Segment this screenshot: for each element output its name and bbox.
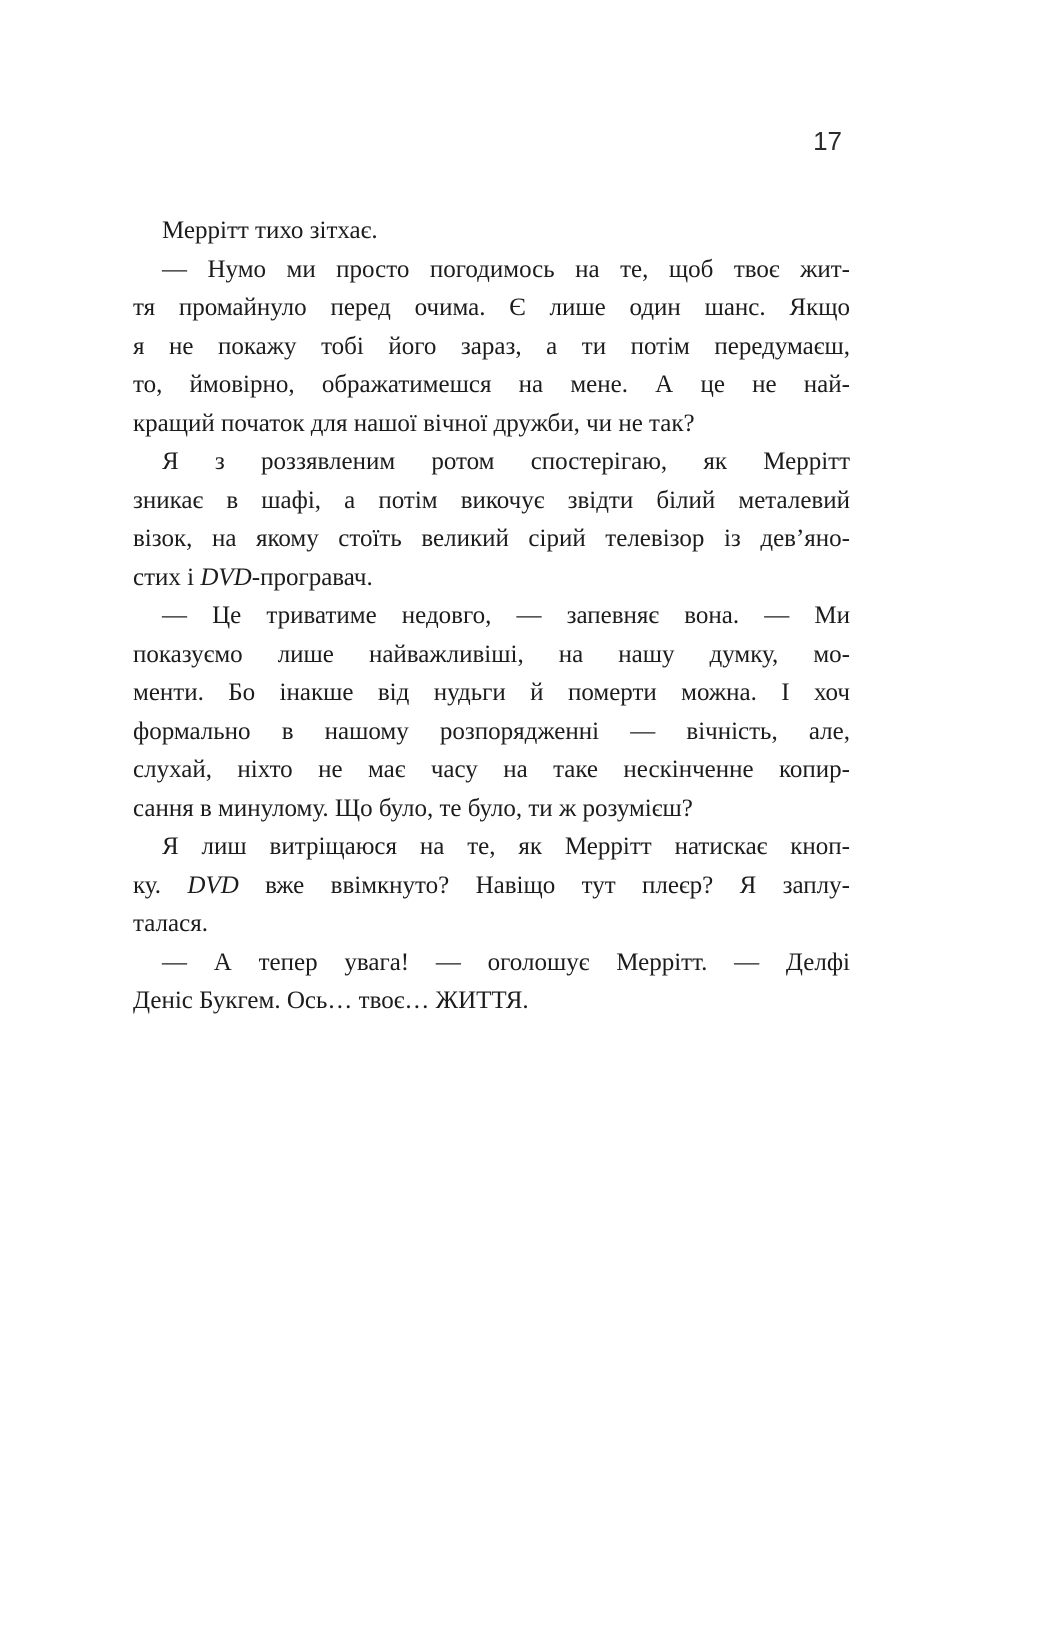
text-segment: — Нумо ми просто погодимось на те, щоб твоє жит- xyxy=(162,255,850,283)
text-segment: -програвач. xyxy=(251,563,373,591)
text-line xyxy=(133,212,850,251)
text-line xyxy=(133,328,850,367)
text-segment: то, ймовірно, ображатимешся на мене. А це не най- xyxy=(133,371,850,398)
text-segment: кращий початок для нашої вічної дружби, чи не так? xyxy=(133,409,695,437)
text-line xyxy=(133,674,850,713)
text-segment: тя промайнуло перед очима. Є лише один шанс. Якщо xyxy=(133,294,850,321)
text-line xyxy=(133,289,850,328)
text-segment: сання в минулому. Що було, те було, ти ж розумієш? xyxy=(133,794,693,822)
text-segment: слухай, ніхто не має часу на таке нескінченне копир- xyxy=(133,756,850,783)
text-segment: візок, на якому стоїть великий сірий телевізор із дев’яно- xyxy=(133,525,850,552)
text-line xyxy=(133,905,850,944)
text-line xyxy=(133,867,850,906)
text-line xyxy=(133,636,850,675)
text-segment: менти. Бо інакше від нудьги й померти можна. І хоч xyxy=(133,679,850,706)
text-segment: вже ввімкнуто? Навіщо тут плеєр? Я заплу- xyxy=(238,871,850,899)
text-line xyxy=(133,251,850,290)
text-segment: Я з роззявленим ротом спостерігаю, як Меррітт xyxy=(162,448,850,475)
text-segment: талася. xyxy=(133,910,208,937)
page-number: 17 xyxy=(813,126,842,156)
text-segment: зникає в шафі, а потім викочує звідти білий металевий xyxy=(133,486,850,514)
text-segment: — Це триватиме недовго, — запевняє вона. — Ми xyxy=(162,602,850,629)
text-line xyxy=(133,520,850,559)
text-line xyxy=(133,597,850,636)
text-segment: Меррітт тихо зітхає. xyxy=(162,217,378,244)
text-segment: Деніс Букгем. Ось… твоє… ЖИТТЯ. xyxy=(133,987,529,1014)
text-segment: формально в нашому розпорядженні — вічність, але, xyxy=(133,717,850,745)
text-segment: Я лиш витріщаюся на те, як Меррітт натискає кноп- xyxy=(162,833,850,860)
text-segment: ку. xyxy=(133,871,188,899)
italic-text: DVD xyxy=(200,563,252,591)
text-line xyxy=(133,443,850,482)
text-line xyxy=(133,482,850,521)
text-segment: я не покажу тобі його зараз, а ти потім передумаєш, xyxy=(133,332,850,360)
text-line xyxy=(133,751,850,790)
text-segment: показуємо лише найважливіші, на нашу думку, мо- xyxy=(133,640,850,668)
text-line xyxy=(133,405,850,444)
text-segment: — А тепер увага! — оголошує Меррітт. — Делфі xyxy=(162,948,850,976)
text-line xyxy=(133,713,850,752)
italic-text: DVD xyxy=(187,871,239,899)
text-line xyxy=(133,559,850,598)
text-line xyxy=(133,790,850,829)
text-line xyxy=(133,982,850,1021)
text-line xyxy=(133,944,850,983)
text-segment: стих і xyxy=(133,563,201,591)
text-line xyxy=(133,828,850,867)
body-text xyxy=(133,212,850,1021)
text-line xyxy=(133,366,850,405)
